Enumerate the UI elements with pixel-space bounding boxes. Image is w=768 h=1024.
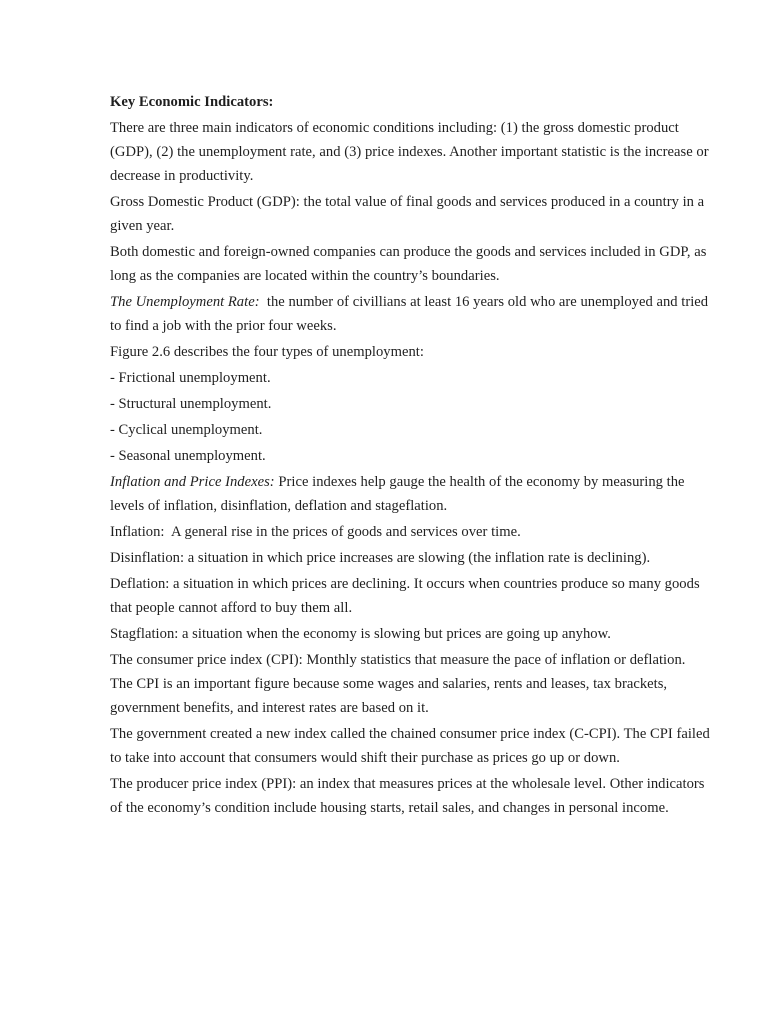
stagflation-definition: Stagflation: a situation when the economy is slowing but prices are going up anyhow. — [110, 626, 611, 642]
cpi-definition: The consumer price index (CPI): Monthly statistics that measure the pace of inflation or deflation. The CPI is an important figure because some wages and salaries, rents and leases, tax brackets, government benefits, and interest rates are based on it. — [110, 652, 686, 716]
unemployment-lead: The Unemployment Rate: — [110, 294, 260, 310]
price-indexes-paragraph — [110, 470, 710, 518]
list-item: - Cyclical unemployment. — [110, 422, 263, 438]
disinflation-definition: Disinflation: a situation in which price increases are slowing (the inflation rate is declining). — [110, 550, 651, 566]
ppi-paragraph: The producer price index (PPI): an index that measures prices at the wholesale level. Other indicators of the economy’s condition include housing starts, retail sales, and changes in personal income. — [110, 776, 705, 816]
unemployment-paragraph — [110, 290, 710, 338]
ccpi-paragraph: The government created a new index called the chained consumer price index (C-CPI). The CPI failed to take into account that consumers would shift their purchase as prices go up or down. — [110, 726, 710, 766]
intro-paragraph: There are three main indicators of economic conditions including: (1) the gross domestic product (GDP), (2) the unemployment rate, and (3) price indexes. Another important statistic is the increase or decrease in productivity. — [110, 120, 709, 184]
unemployment-text: the number of civillians at least 16 years old who are unemployed and tried to find a job with the prior four weeks. — [110, 294, 712, 334]
document-heading: Key Economic Indicators: — [110, 94, 274, 110]
list-item: - Frictional unemployment. — [110, 370, 271, 386]
inflation-definition: Inflation: A general rise in the prices of goods and services over time. — [110, 524, 521, 540]
document-page — [110, 90, 710, 822]
gdp-definition: Gross Domestic Product (GDP): the total value of final goods and services produced in a country in a given year. — [110, 194, 705, 234]
price-indexes-text: Price indexes help gauge the health of the economy by measuring the levels of inflation, disinflation, deflation and stageflation. — [110, 474, 685, 514]
list-item: - Seasonal unemployment. — [110, 448, 266, 464]
price-indexes-lead: Inflation and Price Indexes: — [110, 474, 275, 490]
gdp-note: Both domestic and foreign-owned companies can produce the goods and services included in GDP, as long as the companies are located within the country’s boundaries. — [110, 244, 707, 284]
figure-intro: Figure 2.6 describes the four types of unemployment: — [110, 344, 424, 360]
deflation-definition: Deflation: a situation in which prices are declining. It occurs when countries produce so many goods that people cannot afford to buy them all. — [110, 576, 700, 616]
list-item: - Structural unemployment. — [110, 396, 272, 412]
